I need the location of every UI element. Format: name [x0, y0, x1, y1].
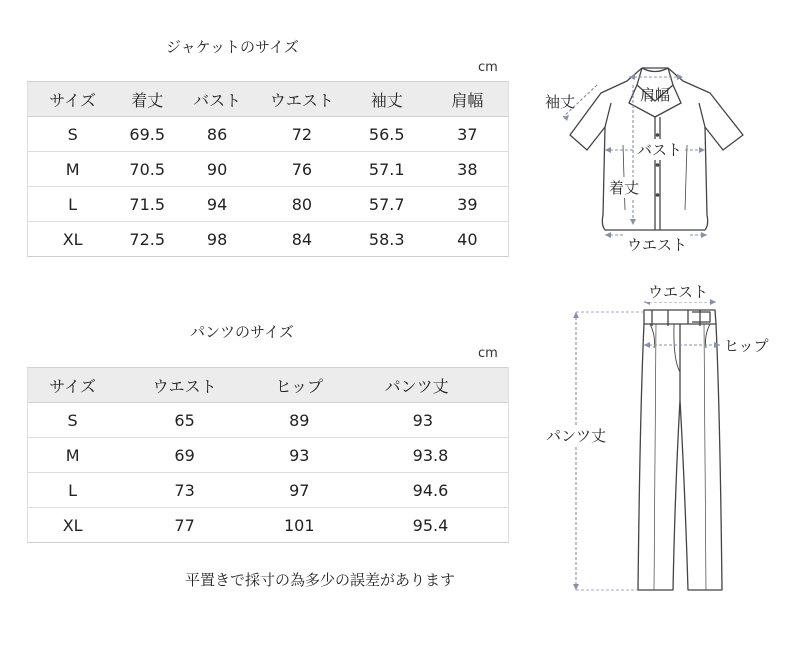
jacket-sleeve-label: 袖丈 [545, 93, 576, 111]
column-header: バスト [177, 82, 257, 117]
table-cell: 98 [177, 222, 257, 257]
table-cell: 101 [252, 508, 347, 543]
jacket-waist-label: ウエスト [627, 236, 688, 254]
table-cell: 94 [177, 187, 257, 222]
column-header: 袖丈 [347, 82, 427, 117]
table-cell: S [28, 117, 118, 152]
table-cell: 40 [427, 222, 509, 257]
table-cell: XL [28, 508, 118, 543]
table-cell: 39 [427, 187, 509, 222]
jacket-size-table [27, 81, 509, 257]
table-cell: 93 [347, 403, 509, 438]
jacket-bust-label: バスト [637, 141, 683, 159]
column-header: パンツ丈 [347, 368, 509, 403]
table-cell: 70.5 [117, 152, 177, 187]
pants-length-label: パンツ丈 [546, 427, 607, 445]
measurement-note: 平置きで採寸の為多少の誤差があります [185, 571, 456, 589]
table-cell: 76 [257, 152, 347, 187]
table-cell: 95.4 [347, 508, 509, 543]
column-header: ウエスト [257, 82, 347, 117]
table-row [28, 473, 509, 508]
pants-illustration [570, 290, 730, 610]
table-cell: 93 [252, 438, 347, 473]
table-cell: L [28, 473, 118, 508]
table-cell: 80 [257, 187, 347, 222]
pants-unit-label: cm [478, 346, 498, 361]
table-cell: M [28, 438, 118, 473]
column-header: サイズ [28, 82, 118, 117]
table-row [28, 438, 509, 473]
jacket-shoulder-label: 肩幅 [640, 86, 671, 104]
table-cell: 90 [177, 152, 257, 187]
pants-waist-label: ウエスト [648, 283, 709, 301]
table-cell: 57.1 [347, 152, 427, 187]
table-cell: 73 [117, 473, 252, 508]
table-cell: 38 [427, 152, 509, 187]
table-row [28, 222, 509, 257]
jacket-unit-label: cm [478, 60, 498, 75]
column-header: 肩幅 [427, 82, 509, 117]
table-cell: XL [28, 222, 118, 257]
jacket-length-label: 着丈 [609, 179, 640, 197]
table-header-row [28, 368, 509, 403]
table-row [28, 403, 509, 438]
table-cell: 56.5 [347, 117, 427, 152]
column-header: サイズ [28, 368, 118, 403]
table-cell: 72 [257, 117, 347, 152]
column-header: ヒップ [252, 368, 347, 403]
table-header-row [28, 82, 509, 117]
column-header: 着丈 [117, 82, 177, 117]
table-cell: 72.5 [117, 222, 177, 257]
table-cell: 58.3 [347, 222, 427, 257]
table-cell: 89 [252, 403, 347, 438]
jacket-size-title: ジャケットのサイズ [166, 38, 299, 56]
table-cell: 37 [427, 117, 509, 152]
table-cell: 77 [117, 508, 252, 543]
table-cell: 65 [117, 403, 252, 438]
column-header: ウエスト [117, 368, 252, 403]
table-cell: 86 [177, 117, 257, 152]
table-cell: M [28, 152, 118, 187]
table-cell: 57.7 [347, 187, 427, 222]
table-cell: 94.6 [347, 473, 509, 508]
table-cell: 84 [257, 222, 347, 257]
pants-size-title: パンツのサイズ [190, 323, 294, 341]
table-cell: 93.8 [347, 438, 509, 473]
table-row [28, 117, 509, 152]
table-row [28, 187, 509, 222]
pants-hip-label: ヒップ [724, 337, 769, 355]
table-row [28, 152, 509, 187]
table-cell: 71.5 [117, 187, 177, 222]
table-cell: 97 [252, 473, 347, 508]
pants-size-table [27, 367, 509, 543]
table-cell: S [28, 403, 118, 438]
table-row [28, 508, 509, 543]
table-cell: 69.5 [117, 117, 177, 152]
table-cell: 69 [117, 438, 252, 473]
table-cell: L [28, 187, 118, 222]
